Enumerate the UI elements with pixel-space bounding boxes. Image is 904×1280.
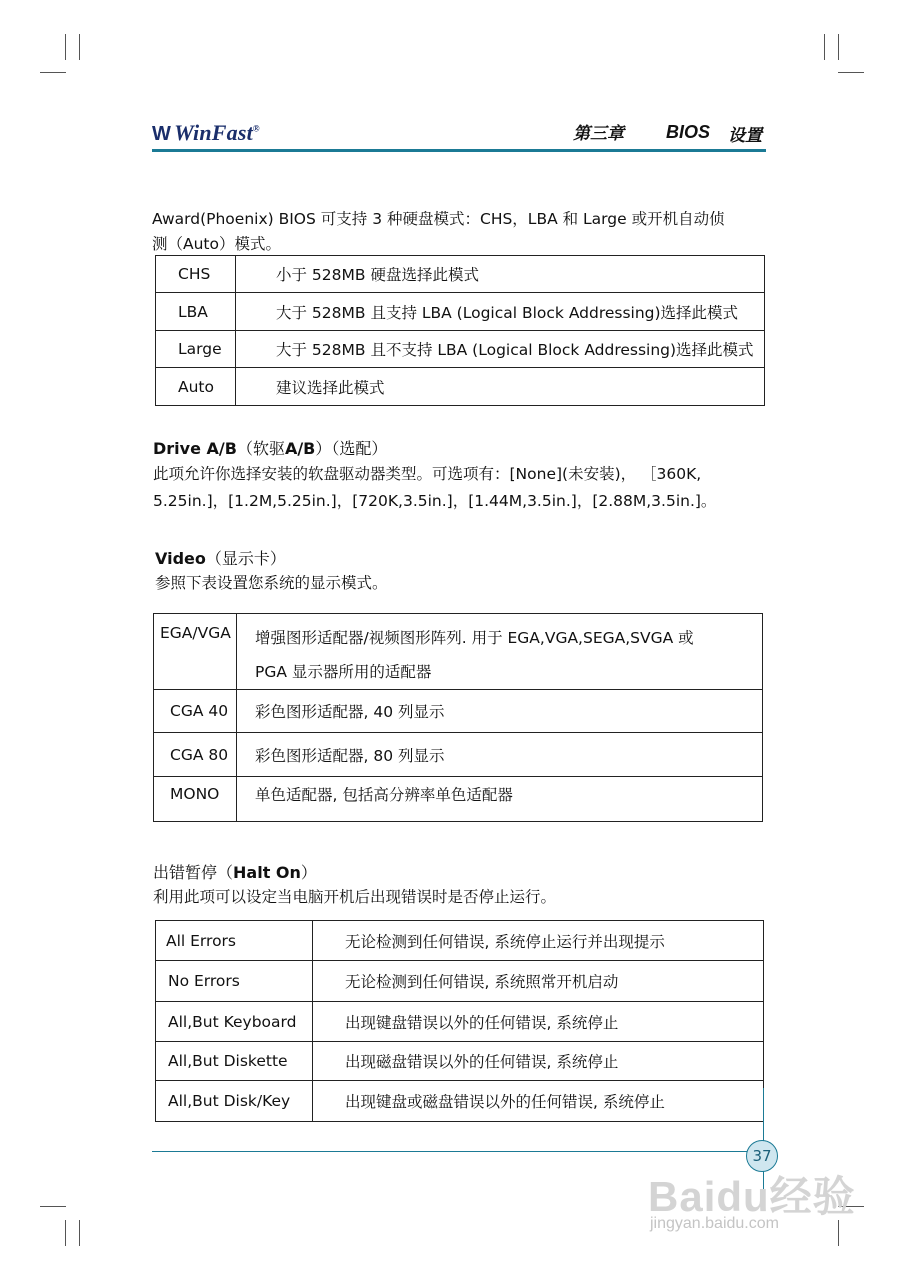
video-heading [155,546,286,569]
video-mode-key: CGA 40 [154,690,237,733]
video-intro: 参照下表设置您系统的显示模式。 [155,574,388,592]
crop-mark [838,34,839,60]
video-mode-key: MONO [154,777,237,822]
hdd-mode-desc: 大于 528MB 且不支持 LBA (Logical Block Addressing)选择此模式 [236,331,765,368]
table-row [156,368,765,406]
table-row [154,614,763,690]
halt-option-key: All,But Keyboard [156,1002,313,1042]
logo-w-icon: W [152,123,172,145]
halt-option-desc: 出现磁盘错误以外的任何错误, 系统停止 [313,1042,764,1081]
crop-mark [40,1206,66,1207]
table-row [156,331,765,368]
page-number: 37 [746,1140,778,1172]
hdd-intro-line2: 测（Auto）模式。 [152,235,281,253]
video-heading-cn: （显示卡） [205,549,286,568]
halt-option-desc: 出现键盘或磁盘错误以外的任何错误, 系统停止 [313,1081,764,1122]
halt-option-key: All,But Disk/Key [156,1081,313,1122]
baidu-watermark: Baidu经验 [648,1173,856,1220]
hdd-mode-key: Auto [156,368,236,406]
video-mode-key: CGA 80 [154,733,237,777]
table-row [154,690,763,733]
halt-option-key: All,But Diskette [156,1042,313,1081]
crop-mark [79,1220,80,1246]
video-mode-desc-cell [237,614,763,690]
footer-divider [152,1151,752,1152]
halt-heading-en: Halt On [233,863,301,882]
drive-heading-en2: A/B [284,439,316,458]
table-row [156,1081,764,1122]
drive-heading [153,436,387,459]
crop-mark [824,34,825,60]
header-divider [152,149,766,152]
chapter-bios-label: BIOS [666,122,711,142]
video-mode-table [153,613,763,822]
drive-heading-cn2: ）（选配） [315,439,388,458]
hdd-mode-desc: 小于 528MB 硬盘选择此模式 [236,256,765,293]
halt-heading-close: ） [300,863,317,882]
video-mode-desc-line1: 增强图形适配器/视频图形阵列. 用于 EGA,VGA,SEGA,SVGA 或 [255,629,694,647]
crop-mark [65,34,66,60]
hdd-mode-table [155,255,765,406]
crop-mark [40,72,66,73]
drive-heading-en1: Drive A/B [153,439,237,458]
hdd-mode-desc: 建议选择此模式 [236,368,765,406]
chapter-label: 第三章 [573,124,624,144]
table-row [156,256,765,293]
table-row [156,293,765,331]
baidu-watermark-url: jingyan.baidu.com [650,1215,779,1232]
winfast-logo [152,120,260,146]
halt-heading-cn: 出错暂停（ [153,863,234,882]
halt-on-table [155,920,764,1122]
table-row [154,733,763,777]
video-mode-desc-line2: PGA 显示器所用的适配器 [255,663,432,681]
hdd-mode-key: Large [156,331,236,368]
crop-mark [65,1220,66,1246]
video-mode-desc: 彩色图形适配器, 80 列显示 [237,733,763,777]
table-row [156,961,764,1002]
hdd-mode-key: LBA [156,293,236,331]
hdd-intro-line1: Award(Phoenix) BIOS 可支持 3 种硬盘模式：CHS，LBA 和 Large 或开机自动侦 [152,210,725,228]
halt-option-desc: 出现键盘错误以外的任何错误, 系统停止 [313,1002,764,1042]
video-mode-desc: 单色适配器, 包括高分辨率单色适配器 [237,777,763,822]
hdd-mode-key: CHS [156,256,236,293]
halt-option-desc: 无论检测到任何错误, 系统照常开机启动 [313,961,764,1002]
video-mode-key: EGA/VGA [154,614,237,690]
halt-intro: 利用此项可以设定当电脑开机后出现错误时是否停止运行。 [153,888,557,906]
logo-text: WinFast [174,120,253,145]
drive-desc-line2: 5.25in.]，[1.2M,5.25in.]，[720K,3.5in.]，[1.44M,3.5in.]，[2.88M,3.5in.]。 [153,492,717,510]
table-row [154,777,763,822]
drive-desc-line1: 此项允许你选择安装的软盘驱动器类型。可选项有：[None](未安装)， ［360K, [153,465,702,483]
video-heading-en: Video [155,549,206,568]
halt-heading [153,860,317,883]
table-row [156,1042,764,1081]
table-row [156,921,764,961]
crop-mark [838,72,864,73]
hdd-mode-desc: 大于 528MB 且支持 LBA (Logical Block Addressing)选择此模式 [236,293,765,331]
video-mode-desc: 彩色图形适配器, 40 列显示 [237,690,763,733]
crop-mark [79,34,80,60]
halt-option-key: No Errors [156,961,313,1002]
halt-option-desc: 无论检测到任何错误, 系统停止运行并出现提示 [313,921,764,961]
logo-registered-mark: ® [252,123,260,134]
chapter-setup-label: 设置 [728,126,762,146]
halt-option-key: All Errors [156,921,313,961]
drive-heading-cn1: （软驱 [236,439,285,458]
table-row [156,1002,764,1042]
